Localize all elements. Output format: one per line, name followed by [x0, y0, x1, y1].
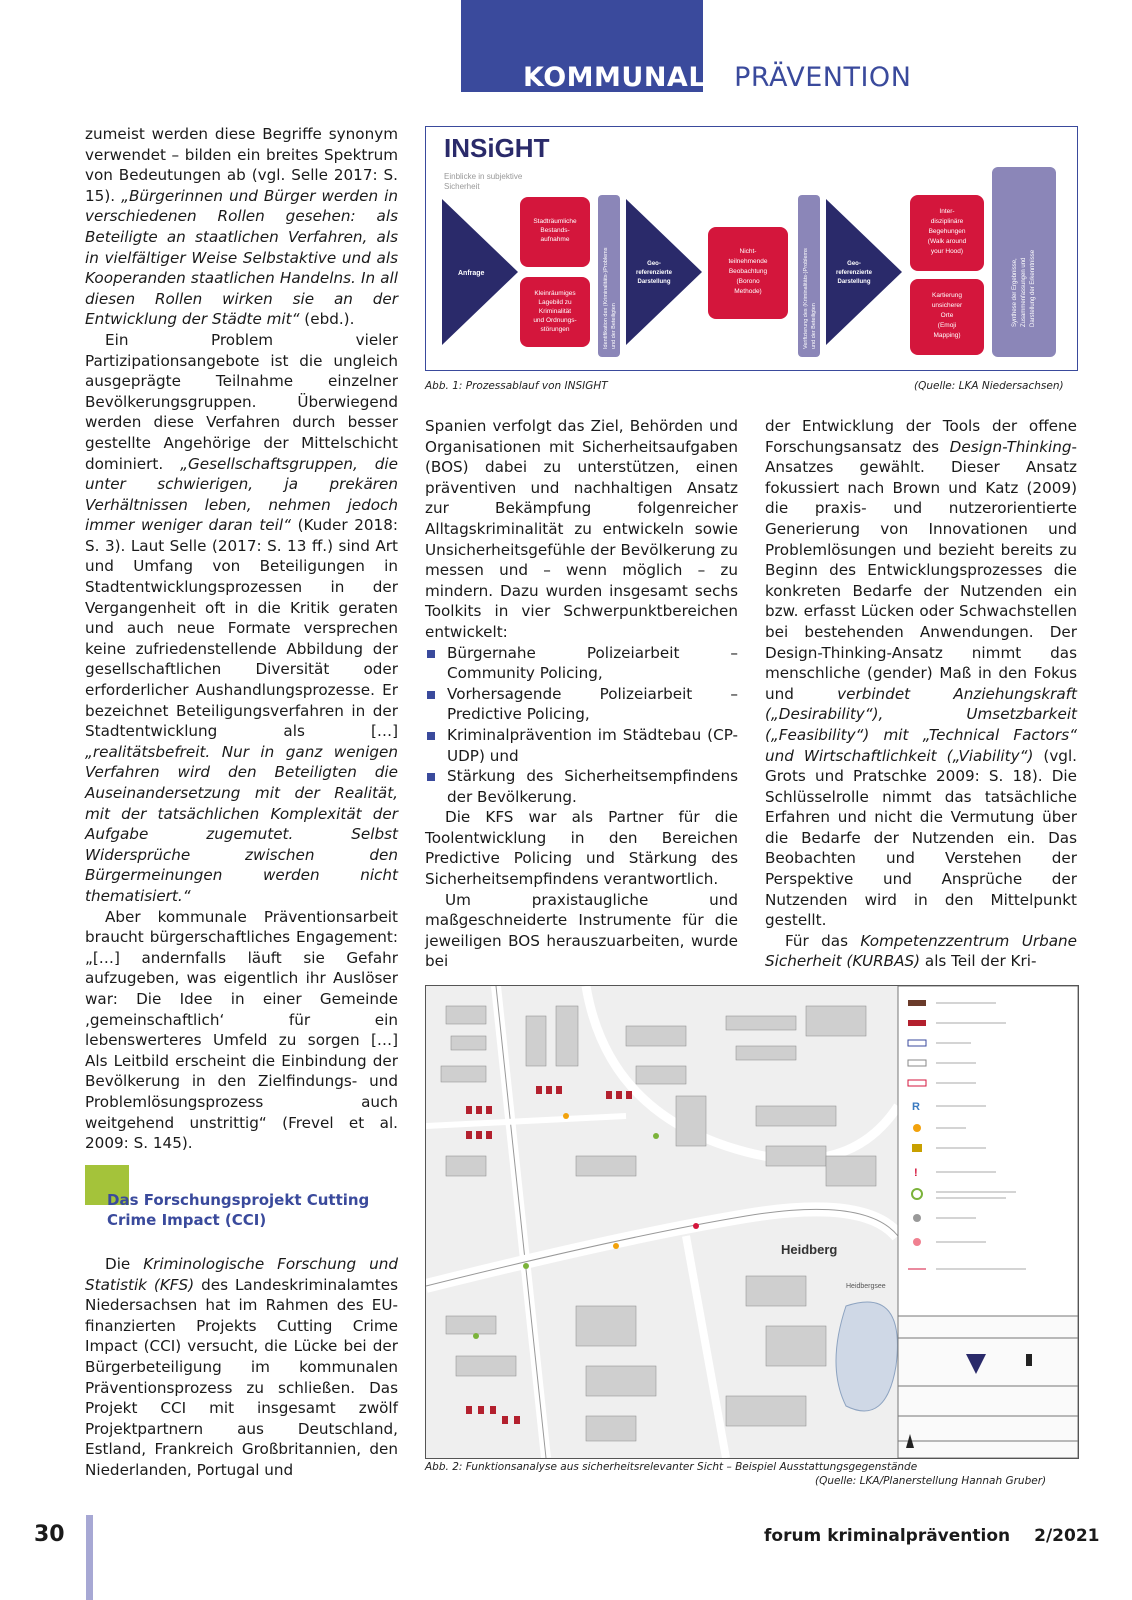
- arrow-text: Darstellung: [637, 279, 671, 285]
- paragraph: [85, 1254, 398, 1481]
- map-title-block: [898, 1316, 1078, 1458]
- text-run: zumeist werden diese Begriffe synonym verwendet – bilden ein breites Spektrum von Bedeutungen ab (vgl. Selle 2017: S. 15).: [85, 125, 398, 205]
- box-text: your Hood): [930, 248, 964, 255]
- box-text: aufnahme: [540, 236, 570, 243]
- box-text: Kriminalität: [538, 308, 572, 315]
- text-run: Für das: [785, 931, 861, 950]
- box-text: teilnehmende: [728, 258, 768, 265]
- paragraph: [85, 124, 398, 330]
- vbar-synthese-text: [1012, 249, 1036, 327]
- figure-2-caption: Abb. 2: Funktionsanalyse aus sicherheitsrelevanter Sicht – Beispiel Ausstattungsgegenstände: [425, 1461, 918, 1473]
- box-text: Mapping): [933, 332, 961, 339]
- page-number: 30: [34, 1522, 65, 1547]
- list-item: Vorhersagende Polizeiarbeit – Predictive Policing,: [425, 684, 738, 725]
- box-text: disziplinäre: [930, 218, 964, 225]
- quote-text: „Bürgerinnen und Bürger werden in verschiedenen Rollen gesehen: als Beteiligte an staatlichen Verfahren, als in vielfältiger Weise Selbstaktive und als Kooperanden staatlichen Handelns. In all diesen Rollen wirken sie an der Entwicklung der Städte mit“: [85, 186, 398, 329]
- section-heading: Das Forschungsprojekt Cutting Crime Impact (CCI): [107, 1191, 370, 1229]
- emphasis-text: verbindet Anziehungskraft („Desirability“), Umsetzbarkeit („Feasibility“) mit „Technical Factors“ und Wirtschaftlichkeit („Viability“): [765, 684, 1077, 765]
- box-text: Nicht-: [739, 248, 757, 255]
- box-text: unsicherer: [931, 302, 963, 309]
- emphasis-text: Kriminologische Forschung und Statistik (KFS): [85, 1255, 398, 1294]
- vbar-text: und der Beteiligten: [811, 303, 817, 349]
- text-run: Ein Problem vieler Partizipationsangebote ist die ungleich ausgeprägte Teilnahme einzelner Bevölkerungsgruppen. Überwiegend werden diese Verfahren durch besser gestellte Angehörige der Mittelschicht dominiert.: [85, 330, 398, 473]
- box-text: Kleinräumiges: [534, 290, 576, 297]
- vbar-text: Zusammenfassungen und: [1021, 257, 1027, 327]
- box-text: Orte: [940, 312, 954, 319]
- box-text: und Ordnungs-: [533, 317, 577, 324]
- footer-magazine: [764, 1526, 1100, 1546]
- emphasis-text: Design-Thinking: [949, 437, 1072, 456]
- text-run: (ebd.).: [299, 310, 355, 329]
- header-word-2: PRÄVENTION: [734, 62, 912, 93]
- arrow-text: Darstellung: [837, 279, 871, 285]
- box-text: (Borono: [736, 278, 760, 285]
- section-header: [523, 62, 911, 93]
- box-text: Bestands-: [540, 227, 570, 234]
- list-item: Bürgernahe Polizeiarbeit – Community Policing,: [425, 643, 738, 684]
- paragraph: Die KFS war als Partner für die Toolentwicklung in den Bereichen Predictive Policing und Stärkung des Sicherheitsempfindens verantwortlich.: [425, 808, 738, 889]
- site-map: [426, 986, 1078, 1458]
- arrow-text: referenzierte: [835, 270, 873, 276]
- box-text: Begehungen: [928, 228, 966, 235]
- figure-2-source: (Quelle: LKA/Planerstellung Hannah Gruber): [815, 1475, 1047, 1487]
- arrow-text: referenzierte: [635, 270, 673, 276]
- arrow-text: Geo-: [847, 261, 861, 267]
- text-run: des Landeskriminalamtes Niedersachsen hat im Rahmen des EU-finanzierten Projekts Cutting Crime Impact (CCI) versucht, die Lücke bei der Bürgerbeteiligung im kommunalen Präventionsprozess zu schließen. Das Projekt CCI mit insgesamt zwölf Projektpartnern aus Deutschland, Estland, Frankreich Großbritannien, den Niederlanden, Portugal und: [85, 1275, 398, 1479]
- issue-number: 2/2021: [1034, 1526, 1100, 1546]
- svg-text:R: R: [912, 1101, 920, 1113]
- federal-logo: [1026, 1354, 1032, 1366]
- text-run: (vgl. Grots und Pratschke 2009: S. 18). Die Schlüsselrolle nimmt das tatsächliche Erfahren und nicht die Vermutung über die Bedarfe der Nutzenden ein. Das Beobachten und Verstehen der Perspektive und Ansprüche der Nutzenden wird in den Mittelpunkt gestellt.: [765, 746, 1077, 930]
- process-diagram: [426, 127, 1077, 370]
- vbar-text: Verifizierung des (Kriminalitäts-)Problems: [803, 248, 809, 349]
- box-text: störungen: [540, 326, 570, 333]
- insight-logo: INSiGHT: [444, 133, 550, 163]
- insight-subtitle-2: Sicherheit: [444, 182, 480, 191]
- paragraph: [765, 416, 1077, 931]
- vbar-text: Darstellung der Erkenntnisse: [1030, 249, 1036, 327]
- quote-text: „Gesellschaftsgruppen, die unter schwierigen, ja prekären Verhältnissen leben, nehmen jedoch immer weniger daran teil“: [85, 454, 398, 535]
- header-word-1: KOMMUNALE: [523, 62, 725, 93]
- figure-1-source: (Quelle: LKA Niedersachsen): [914, 380, 1064, 392]
- box-text: Kartierung: [932, 292, 962, 299]
- box-text: Lagebild zu: [538, 299, 572, 306]
- lake-label: Heidbergsee: [846, 1283, 886, 1290]
- text-column-1-lower: [85, 1254, 398, 1481]
- paragraph: Um praxistaugliche und maßgeschneiderte Instrumente für die jeweiligen BOS herauszuarbeiten, wurde bei: [425, 890, 738, 971]
- text-column-1: [85, 124, 398, 1154]
- box-text: Stadträumliche: [533, 218, 577, 225]
- anfrage-label: Anfrage: [458, 270, 485, 277]
- vbar-text: und der Beteiligten: [611, 303, 617, 349]
- figure-map-heidberg: [425, 985, 1079, 1459]
- figure-insight-process: [425, 126, 1078, 371]
- text-run: (Kuder 2018: S. 3). Laut Selle (2017: S. 13 ff.) sind Art und Umfang von Beteiligungen in Stadtentwicklungsprozessen in der Vergangenheit oft in die Kritik geraten und auch neue Formate versprechen keine zufriedenstellende Abbildung der gesellschaftlichen Diversität oder erforderlicher Aushandlungsprozesse. Er bezeichnet Beteiligungsverfahren in der Stadtentwicklung als […]: [85, 516, 398, 741]
- vbar-text: Synthese der Ergebnisse,: [1012, 258, 1018, 327]
- box-text: Methode): [734, 288, 762, 295]
- text-run: als Teil der Kri-: [920, 952, 1037, 971]
- box-text: (Emoji: [937, 322, 957, 329]
- figure-1-caption: Abb. 1: Prozessablauf von INSIGHT: [425, 380, 608, 392]
- footer-bar: [86, 1515, 93, 1600]
- paragraph: Aber kommunale Präventionsarbeit braucht bürgerschaftliches Engagement: „[…] andernfalls läuft sie Gefahr aufzugeben, was eigentlich ihr Auslöser war: Die Idee in einer Gemeinde ‚gemeinschaftlich‘ für ein lebenswerteres Umfeld zu sorgen […] Als Leitbild erscheint die Einbindung der Bevölkerung in den Zielfindungs- und Problemlösungsprozess auch weitgehend unstrittig“ (Frevel et al. 2009: S. 145).: [85, 907, 398, 1153]
- box-text: Inter-: [939, 208, 955, 215]
- insight-subtitle-1: Einblicke in subjektive: [444, 172, 523, 181]
- paragraph: [765, 931, 1077, 972]
- magazine-title: forum kriminalprävention: [764, 1526, 1011, 1546]
- emphasis-text: Kompetenzzentrum Urbane Sicherheit (KURBAS): [765, 931, 1077, 971]
- map-area: [426, 986, 898, 1458]
- text-column-3: [765, 416, 1077, 972]
- text-column-2: [425, 416, 738, 972]
- list-item: Stärkung des Sicherheitsempfindens der Bevölkerung.: [425, 766, 738, 807]
- toolkit-list: [425, 643, 738, 808]
- text-run: -Ansatzes gewählt. Dieser Ansatz fokussiert nach Brown und Katz (2009) die praxis- und nutzerorientierte Generierung von Innovationen und Problemlösungen und bezieht bereits zu Beginn des Entwicklungsprozesses die konkreten Bedarfe der Nutzenden ein bzw. erfasst Lücken oder Schwachstellen bei bestehenden Anwendungen. Der Design-Thinking-Ansatz nimmt das menschliche (gender) Maß in den Fokus und: [765, 437, 1077, 703]
- paragraph: Spanien verfolgt das Ziel, Behörden und Organisationen mit Sicherheitsaufgaben (BOS) dabei zu unterstützen, einen präventiven und nachhaltigen Ansatz zur Bekämpfung folgenreicher Alltagskriminalität zu entwickeln sowie Unsicherheitsgefühle der Bevölkerung zu messen und – wenn möglich – zu mindern. Dazu wurden insgesamt sechs Toolkits in vier Schwerpunktbereichen entwickelt:: [425, 417, 738, 641]
- text-run: der Entwicklung der Tools der offene Forschungsansatz des: [765, 417, 1077, 456]
- vbar-text: Identifikation des (Kriminalitäts-)Problems: [603, 247, 609, 349]
- place-label: Heidberg: [781, 1242, 838, 1257]
- svg-text:!: !: [914, 1167, 918, 1179]
- arrow-text: Geo-: [647, 261, 661, 267]
- list-item: Kriminalprävention im Städtebau (CP-UDP) und: [425, 725, 738, 766]
- box-text: Beobachtung: [728, 268, 768, 275]
- text-run: Die: [105, 1255, 144, 1273]
- box-text: (Walk around: [927, 238, 967, 245]
- quote-text: „realitätsbefreit. Nur in ganz wenigen Verfahren wird den Beteiligten die Auseinandersetzung mit der Realität, mit der tatsächlichen Komplexität der Aufgabe zugemutet. Selbst Widersprüche zwischen den Bürgermeinungen werden nicht thematisiert.“: [85, 742, 398, 905]
- paragraph: [85, 330, 398, 907]
